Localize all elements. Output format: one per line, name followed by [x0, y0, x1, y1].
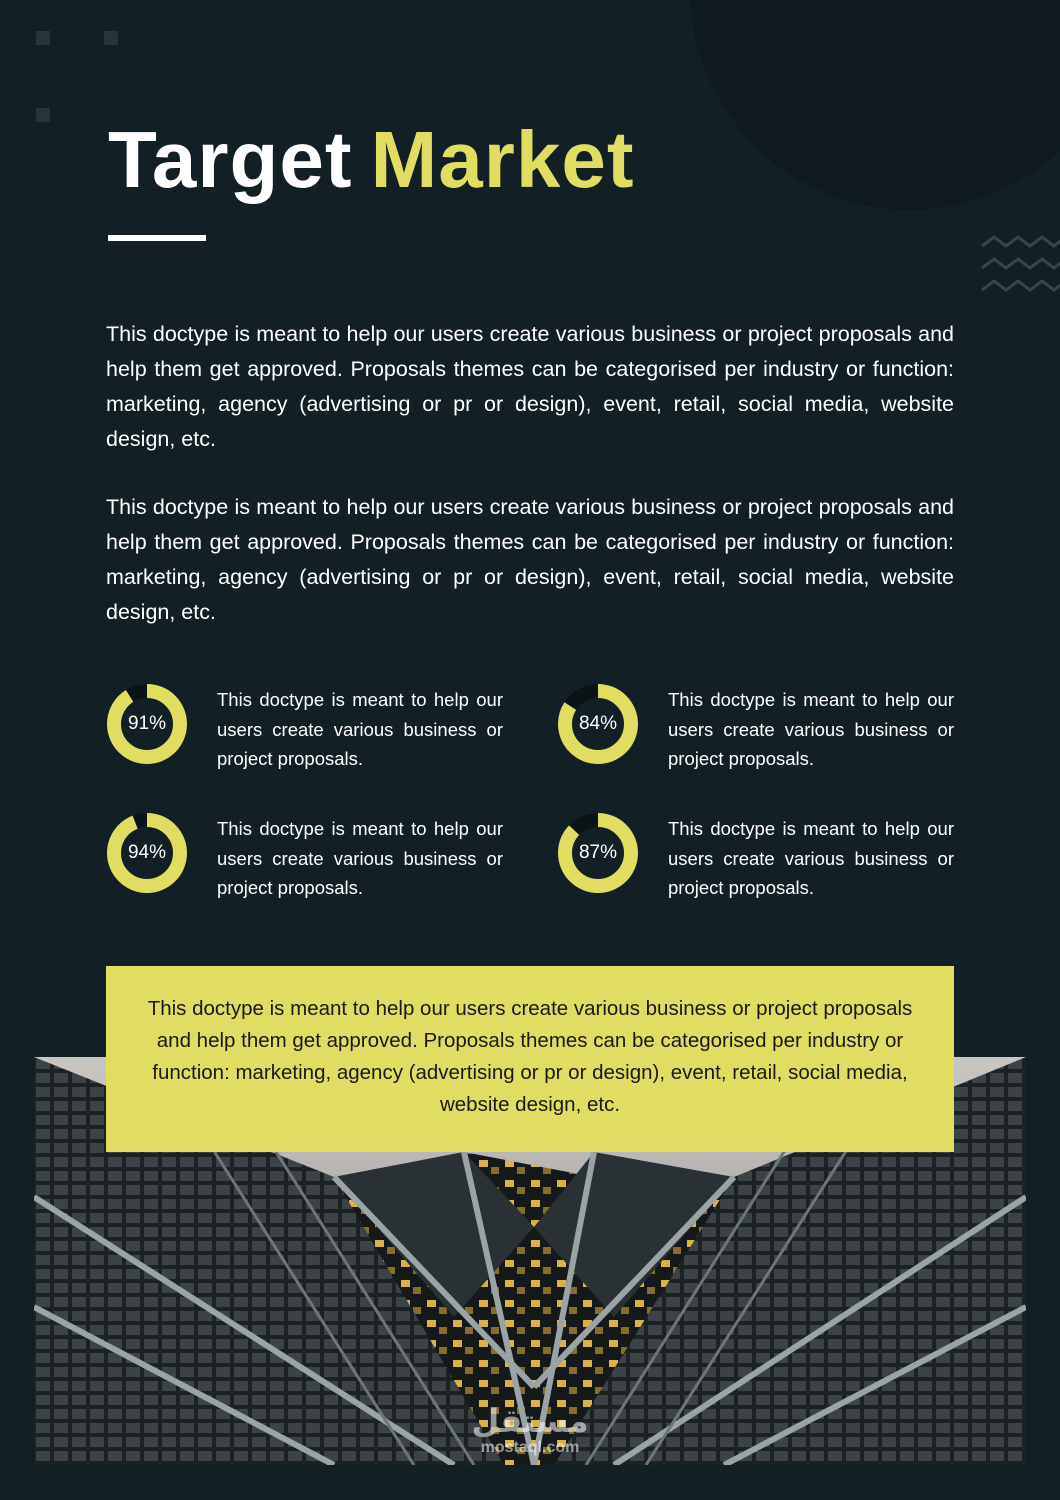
- title-word-primary: Target: [108, 115, 353, 204]
- stat-description: This doctype is meant to help our users create various business or project proposals.: [668, 689, 954, 769]
- stat-percentage: 84%: [578, 713, 618, 734]
- square-decoration: [36, 31, 50, 45]
- stat-percentage: 87%: [578, 842, 618, 863]
- title-underline: [108, 235, 206, 241]
- stat-percentage: 94%: [127, 842, 167, 863]
- stat-item: [106, 683, 506, 783]
- callout-box: [106, 966, 954, 1152]
- watermark-latin: mostaql.com: [480, 1439, 580, 1456]
- stat-description: This doctype is meant to help our users create various business or project proposals.: [217, 689, 503, 769]
- corner-circle-decoration: [690, 0, 1060, 210]
- intro-paragraph: This doctype is meant to help our users create various business or project proposals and help them get approved. Proposals themes can be categorised per industry or function: marketing, agency (advertising or pr or design), event, retail, social media, website design, etc.: [106, 495, 954, 624]
- intro-paragraph: This doctype is meant to help our users create various business or project proposals and help them get approved. Proposals themes can be categorised per industry or function: marketing, agency (advertising or pr or design), event, retail, social media, website design, etc.: [106, 322, 954, 451]
- square-decoration: [104, 31, 118, 45]
- page-title: [108, 110, 634, 210]
- stat-item: [106, 812, 506, 912]
- watermark-arabic: مستقل: [471, 1403, 589, 1439]
- mostaql-watermark: [462, 1404, 598, 1458]
- zigzag-decoration-icon: [980, 234, 1060, 296]
- title-word-accent: Market: [370, 115, 635, 204]
- stat-description: This doctype is meant to help our users create various business or project proposals.: [668, 818, 954, 898]
- square-decoration: [36, 108, 50, 122]
- stat-item: [557, 683, 957, 783]
- stat-description: This doctype is meant to help our users create various business or project proposals.: [217, 818, 503, 898]
- stat-percentage: 91%: [127, 713, 167, 734]
- stat-item: [557, 812, 957, 912]
- callout-text: This doctype is meant to help our users create various business or project proposals and help them get approved. Proposals themes can be categorised per industry or function: marketing, agency (advertising or pr or design), event, retail, social media, website design, etc.: [147, 997, 913, 1116]
